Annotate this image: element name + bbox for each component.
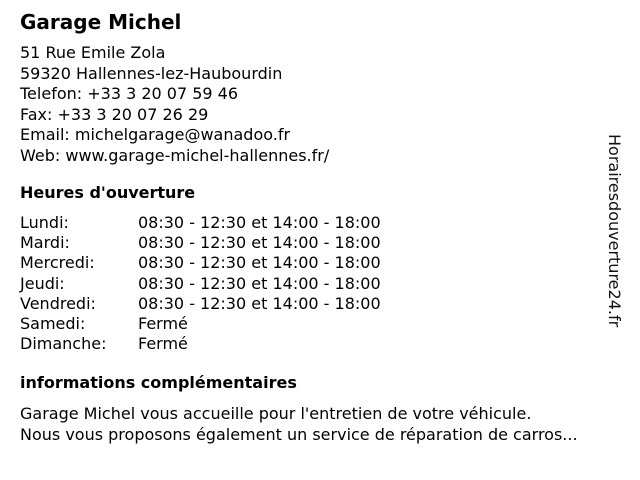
day-label: Samedi: bbox=[20, 313, 86, 333]
street-address: 51 Rue Emile Zola bbox=[20, 43, 166, 62]
email-address: Email: michelgarage@wanadoo.fr bbox=[20, 125, 291, 144]
hours-value: 08:30 - 12:30 et 14:00 - 18:00 bbox=[138, 253, 381, 273]
hours-value: 08:30 - 12:30 et 14:00 - 18:00 bbox=[138, 273, 381, 293]
day-label: Mardi: bbox=[20, 233, 70, 253]
phone-number: Telefon: +33 3 20 07 59 46 bbox=[20, 84, 239, 103]
description-line: Nous vous proposons également un service de réparation de carros... bbox=[20, 425, 578, 444]
hours-value: 08:30 - 12:30 et 14:00 - 18:00 bbox=[138, 233, 381, 253]
site-watermark: Horairesdouverture24.fr bbox=[605, 134, 624, 328]
hours-value: 08:30 - 12:30 et 14:00 - 18:00 bbox=[138, 213, 381, 232]
business-description bbox=[20, 403, 630, 445]
hours-value: 08:30 - 12:30 et 14:00 - 18:00 bbox=[138, 293, 381, 313]
fax-number: Fax: +33 3 20 07 26 29 bbox=[20, 104, 209, 124]
description-line: Garage Michel vous accueille pour l'entretien de votre véhicule. bbox=[20, 404, 532, 423]
contact-details bbox=[20, 43, 329, 166]
additional-info-heading: informations complémentaires bbox=[20, 373, 297, 392]
day-label: Mercredi: bbox=[20, 253, 95, 273]
day-label: Dimanche: bbox=[20, 334, 107, 354]
hours-value: Fermé bbox=[138, 313, 188, 333]
hours-value: Fermé bbox=[138, 334, 188, 354]
day-label: Jeudi: bbox=[20, 273, 65, 293]
day-label: Vendredi: bbox=[20, 293, 96, 313]
city-postcode: 59320 Hallennes-lez-Haubourdin bbox=[20, 63, 283, 83]
opening-hours-heading: Heures d'ouverture bbox=[20, 183, 196, 202]
business-name: Garage Michel bbox=[20, 10, 182, 34]
website-url: Web: www.garage-michel-hallennes.fr/ bbox=[20, 145, 330, 165]
day-label: Lundi: bbox=[20, 213, 69, 232]
